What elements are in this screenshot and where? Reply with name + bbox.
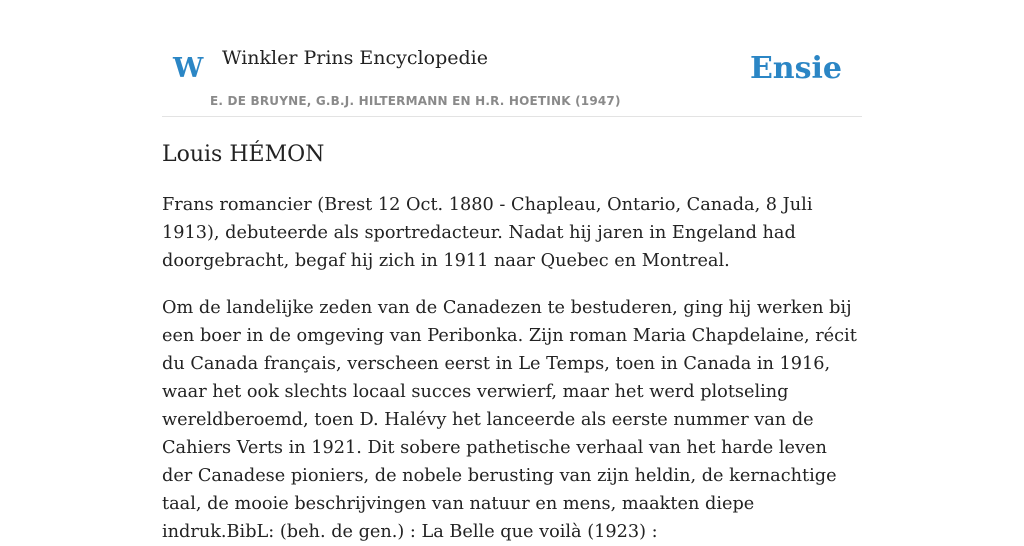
site-header [162,0,862,117]
source-logo-icon[interactable]: W [173,53,204,84]
article [162,138,862,546]
article-paragraph: Frans romancier (Brest 12 Oct. 1880 - Chapleau, Ontario, Canada, 8 Juli 1913), debuteerde als sportredacteur. Nadat hij jaren in Engeland had doorgebracht, begaf hij zich in 1911 naar Quebec en Montreal. [162,195,813,271]
ensie-logo-link[interactable]: Ensie [749,51,842,86]
article-paragraph: Om de landelijke zeden van de Canadezen te bestuderen, ging hij werken bij een boer in de omgeving van Peribonka. Zijn roman Maria Chapdelaine, récit du Canada français, verscheen eerst in Le Temps, toen in Canada in 1916, waar het ook slechts locaal succes verwierf, maar het werd plotseling wereldberoemd, toen D. Halévy het lanceerde als eerste nummer van de Cahiers Verts in 1921. Dit sobere pathetische verhaal van het harde leven der Canadese pioniers, de nobele berusting van zijn heldin, de kernachtige taal, de mooie beschrijvingen van natuur en mens, maakten diepe indruk.BibL: (beh. de gen.) : La Belle que voilà (1923) : [162,298,857,542]
source-title-link[interactable]: Winkler Prins Encyclopedie [222,47,488,69]
article-title: Louis HÉMON [162,142,325,167]
source-authors: E. DE BRUYNE, G.B.J. HILTERMANN EN H.R. HOETINK (1947) [210,94,621,108]
